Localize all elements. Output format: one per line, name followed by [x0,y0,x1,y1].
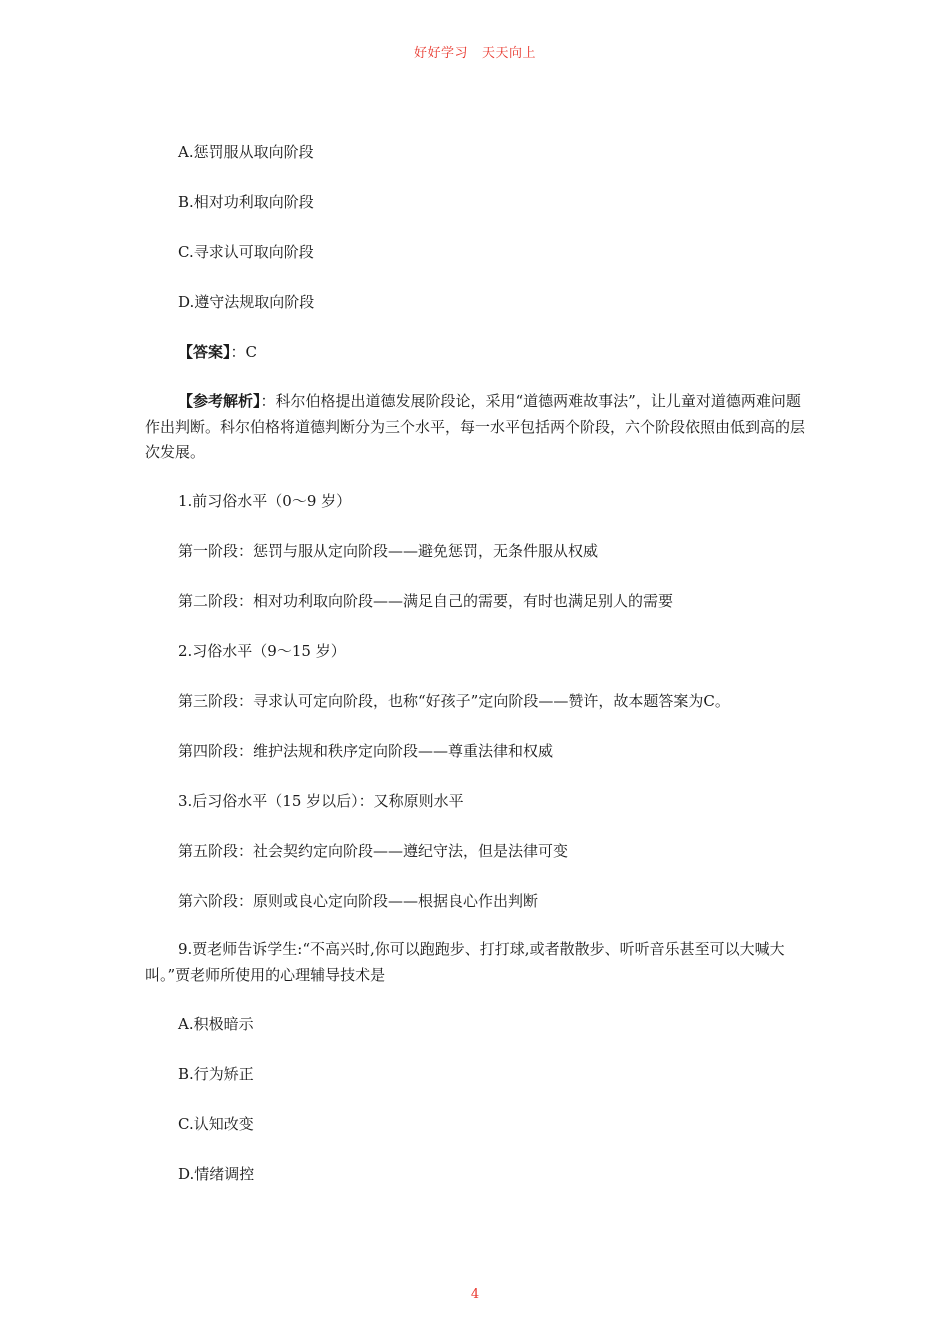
stage-4: 第四阶段：维护法规和秩序定向阶段——尊重法律和权威 [178,742,554,760]
level-3: 3.后习俗水平（15 岁以后）：又称原则水平 [178,792,464,810]
level-2: 2.习俗水平（9～15 岁） [178,642,346,660]
answer-value: ：C [230,343,257,361]
analysis-label: 【参考解析】 [178,392,261,410]
answer-label: 【答案】 [178,343,231,361]
header-right-text: 天天向上 [482,46,537,61]
analysis-text: ：科尔伯格提出道德发展阶段论，采用“道德两难故事法”，让儿童对道德两难问题作出判断。科尔伯格将道德判断分为三个水平，每一水平包括两个阶段，六个阶段依照由低到高的层次发展。 [145,392,806,461]
q8-option-d: D.遵守法规取向阶段 [178,293,315,311]
q9-option-c: C.认知改变 [178,1115,254,1133]
q8-answer [178,339,257,365]
q8-analysis [145,389,809,466]
page-header [0,42,950,61]
q9-option-d: D.情绪调控 [178,1165,255,1183]
q8-option-b: B.相对功利取向阶段 [178,193,314,211]
stage-3: 第三阶段：寻求认可定向阶段，也称“好孩子”定向阶段——赞许，故本题答案为C。 [178,692,730,710]
stage-5: 第五阶段：社会契约定向阶段——遵纪守法，但是法律可变 [178,842,569,860]
header-left-text: 好好学习 [413,46,468,61]
q9-option-a: A.积极暗示 [178,1015,254,1033]
q9-option-b: B.行为矫正 [178,1065,254,1083]
stage-1: 第一阶段：惩罚与服从定向阶段——避免惩罚，无条件服从权威 [178,542,599,560]
q8-option-c: C.寻求认可取向阶段 [178,243,314,261]
level-1: 1.前习俗水平（0～9 岁） [178,492,352,510]
page-number: 4 [470,1287,480,1302]
q9-question: 9.贾老师告诉学生:“不高兴时,你可以跑跑步、打打球,或者散散步、听听音乐甚至可以大喊大叫。”贾老师所使用的心理辅导技术是 [145,940,785,984]
q8-option-a: A.惩罚服从取向阶段 [178,143,314,161]
stage-2: 第二阶段：相对功利取向阶段——满足自己的需要，有时也满足别人的需要 [178,592,674,610]
stage-6: 第六阶段：原则或良心定向阶段——根据良心作出判断 [178,892,539,910]
